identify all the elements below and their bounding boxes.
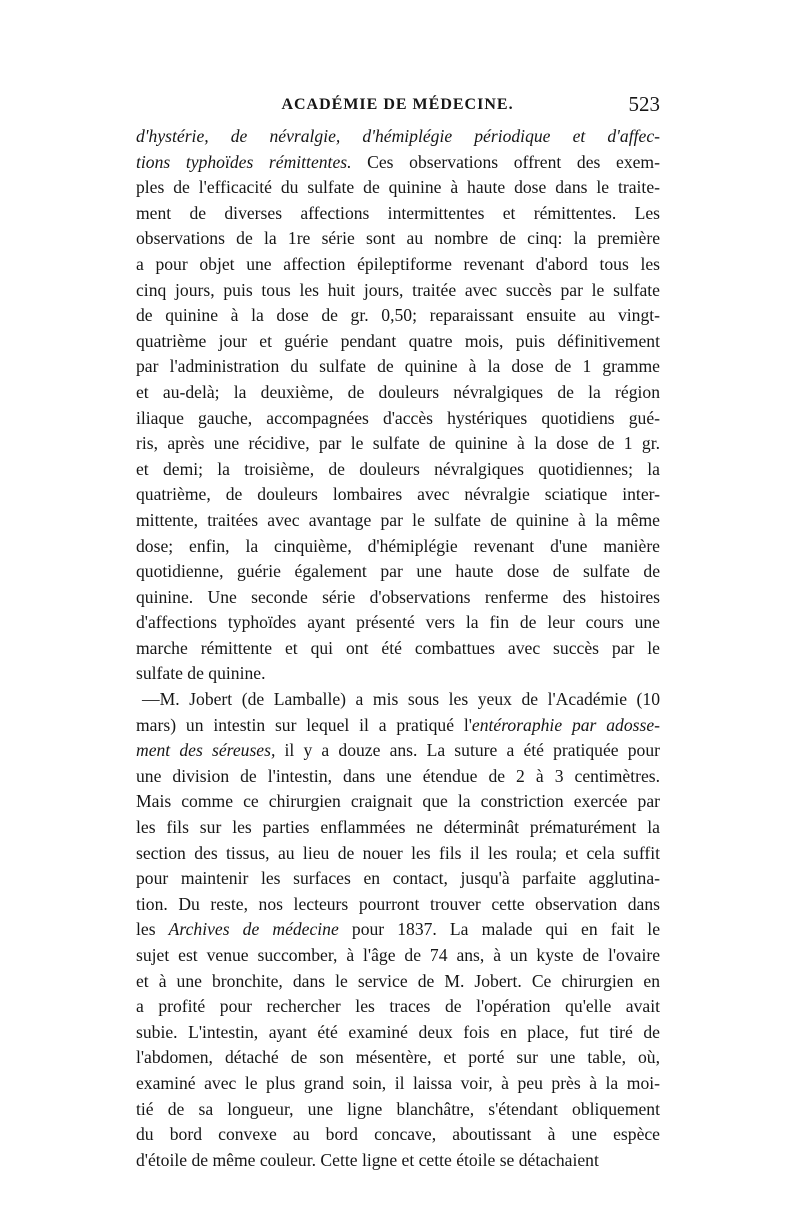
text-line — [136, 482, 660, 508]
text-segment: —M. Jobert (de Lamballe) a mis sous les yeux de l'Académie (10 — [142, 689, 660, 710]
text-line — [136, 610, 660, 636]
text-segment: iliaque gauche, accompagnées d'accès hystériques quotidiens gué- — [136, 407, 660, 428]
text-segment: cinq jours, puis tous les huit jours, traitée avec succès par le sulfate — [136, 279, 660, 300]
text-line — [136, 1020, 660, 1046]
text-line — [136, 1148, 660, 1174]
italic-text: ment des séreuses, — [136, 740, 276, 761]
text-segment: les — [136, 919, 169, 940]
running-head — [135, 92, 660, 124]
text-line — [136, 841, 660, 867]
text-line — [136, 917, 660, 943]
text-line — [136, 457, 660, 483]
text-segment: du bord convexe au bord concave, aboutissant à une espèce — [136, 1124, 660, 1145]
text-line — [136, 354, 660, 380]
text-segment: tié de sa longueur, une ligne blanchâtre, s'étendant obliquement — [136, 1098, 660, 1119]
text-line — [136, 789, 660, 815]
text-segment: une division de l'intestin, dans une étendue de 2 à 3 centimètres. — [136, 765, 660, 786]
body-text — [136, 124, 660, 1173]
text-line — [136, 252, 660, 278]
text-line — [136, 124, 660, 150]
text-line — [136, 815, 660, 841]
text-segment: d'affections typhoïdes ayant présenté vers la fin de leur cours une — [136, 612, 660, 633]
text-line — [136, 508, 660, 534]
text-segment: pour 1837. La malade qui en fait le — [338, 919, 660, 940]
text-line — [136, 738, 660, 764]
italic-text: d'hystérie, de névralgie, d'hémiplégie périodique et d'affec- — [136, 126, 660, 146]
text-segment: quinine. Une seconde série d'observations renferme des histoires — [136, 586, 660, 607]
text-segment: il y a douze ans. La suture a été pratiquée pour — [275, 740, 660, 761]
text-segment: et à une bronchite, dans le service de M. Jobert. Ce chirurgien en — [136, 970, 660, 991]
text-segment: observations de la 1re série sont au nombre de cinq: la première — [136, 228, 660, 249]
italic-text: Archives de médecine — [168, 919, 339, 940]
text-segment: par l'administration du sulfate de quinine à la dose de 1 gramme — [136, 356, 660, 377]
text-line — [136, 303, 660, 329]
text-segment: marche rémittente et qui ont été combattues avec succès par le — [136, 637, 660, 658]
italic-text: tions typhoïdes rémittentes. — [136, 151, 352, 172]
text-line — [136, 559, 660, 585]
text-line — [136, 994, 660, 1020]
italic-text: entéroraphie par adosse- — [471, 714, 660, 735]
text-segment: ris, après une récidive, par le sulfate de quinine à la dose de 1 gr. — [136, 433, 660, 454]
text-segment: et au-delà; la deuxième, de douleurs névralgiques de la région — [136, 381, 660, 402]
text-segment: sujet est venue succomber, à l'âge de 74 ans, à un kyste de l'ovaire — [136, 945, 660, 965]
text-line — [136, 175, 660, 201]
text-line — [136, 1122, 660, 1148]
page-number: 523 — [628, 92, 660, 116]
text-segment: quatrième, de douleurs lombaires avec névralgie sciatique inter- — [136, 484, 660, 505]
text-line — [136, 1071, 660, 1097]
text-line — [136, 764, 660, 790]
text-line — [136, 661, 660, 687]
running-title: ACADÉMIE DE MÉDECINE. — [281, 96, 514, 113]
text-segment: subie. L'intestin, ayant été examiné deux fois en place, fut tiré de — [136, 1021, 660, 1042]
text-segment: sulfate de quinine. — [136, 663, 266, 684]
text-line — [136, 866, 660, 892]
text-segment: ples de l'efficacité du sulfate de quinine à haute dose dans le traite- — [136, 177, 660, 198]
text-line — [136, 943, 660, 969]
text-line — [136, 329, 660, 355]
text-line — [136, 892, 660, 918]
text-line — [136, 380, 660, 406]
text-segment: quatrième jour et guérie pendant quatre mois, puis définitivement — [136, 330, 660, 351]
text-line — [136, 150, 660, 176]
text-line — [136, 1097, 660, 1123]
text-segment: tion. Du reste, nos lecteurs pourront trouver cette observation dans — [136, 893, 660, 914]
text-line — [136, 969, 660, 995]
text-line — [136, 201, 660, 227]
text-segment: ment de diverses affections intermittentes et rémittentes. Les — [136, 202, 660, 223]
text-segment: dose; enfin, la cinquième, d'hémiplégie revenant d'une manière — [136, 535, 660, 556]
text-line — [136, 226, 660, 252]
text-segment: d'étoile de même couleur. Cette ligne et cette étoile se détachaient — [136, 1149, 599, 1170]
text-line — [136, 431, 660, 457]
text-segment: de quinine à la dose de gr. 0,50; reparaissant ensuite au vingt- — [136, 305, 660, 326]
text-segment: Ces observations offrent des exem- — [351, 151, 660, 172]
text-line — [136, 636, 660, 662]
text-line — [136, 534, 660, 560]
text-segment: quotidienne, guérie également par une haute dose de sulfate de — [136, 561, 660, 582]
text-line — [136, 585, 660, 611]
text-segment: mars) un intestin sur lequel il a pratiqué l' — [136, 714, 472, 735]
text-segment: a pour objet une affection épileptiforme revenant d'abord tous les — [136, 253, 660, 274]
text-segment: les fils sur les parties enflammées ne déterminât prématurément la — [136, 817, 660, 838]
text-line — [136, 687, 660, 713]
text-segment: et demi; la troisième, de douleurs névralgiques quotidiennes; la — [136, 458, 660, 479]
text-line — [136, 406, 660, 432]
text-segment: section des tissus, au lieu de nouer les fils il les roula; et cela suffit — [136, 842, 660, 863]
text-segment: Mais comme ce chirurgien craignait que la constriction exercée par — [136, 791, 660, 812]
text-line — [136, 1045, 660, 1071]
text-segment: l'abdomen, détaché de son mésentère, et porté sur une table, où, — [136, 1047, 660, 1068]
text-segment: pour maintenir les surfaces en contact, jusqu'à parfaite agglutina- — [136, 868, 660, 889]
text-segment: examiné avec le plus grand soin, il laissa voir, à peu près à la moi- — [136, 1072, 660, 1093]
text-line — [136, 713, 660, 739]
text-segment: a profité pour rechercher les traces de l'opération qu'elle avait — [136, 996, 660, 1017]
text-segment: mittente, traitées avec avantage par le sulfate de quinine à la même — [136, 509, 660, 530]
text-line — [136, 278, 660, 304]
